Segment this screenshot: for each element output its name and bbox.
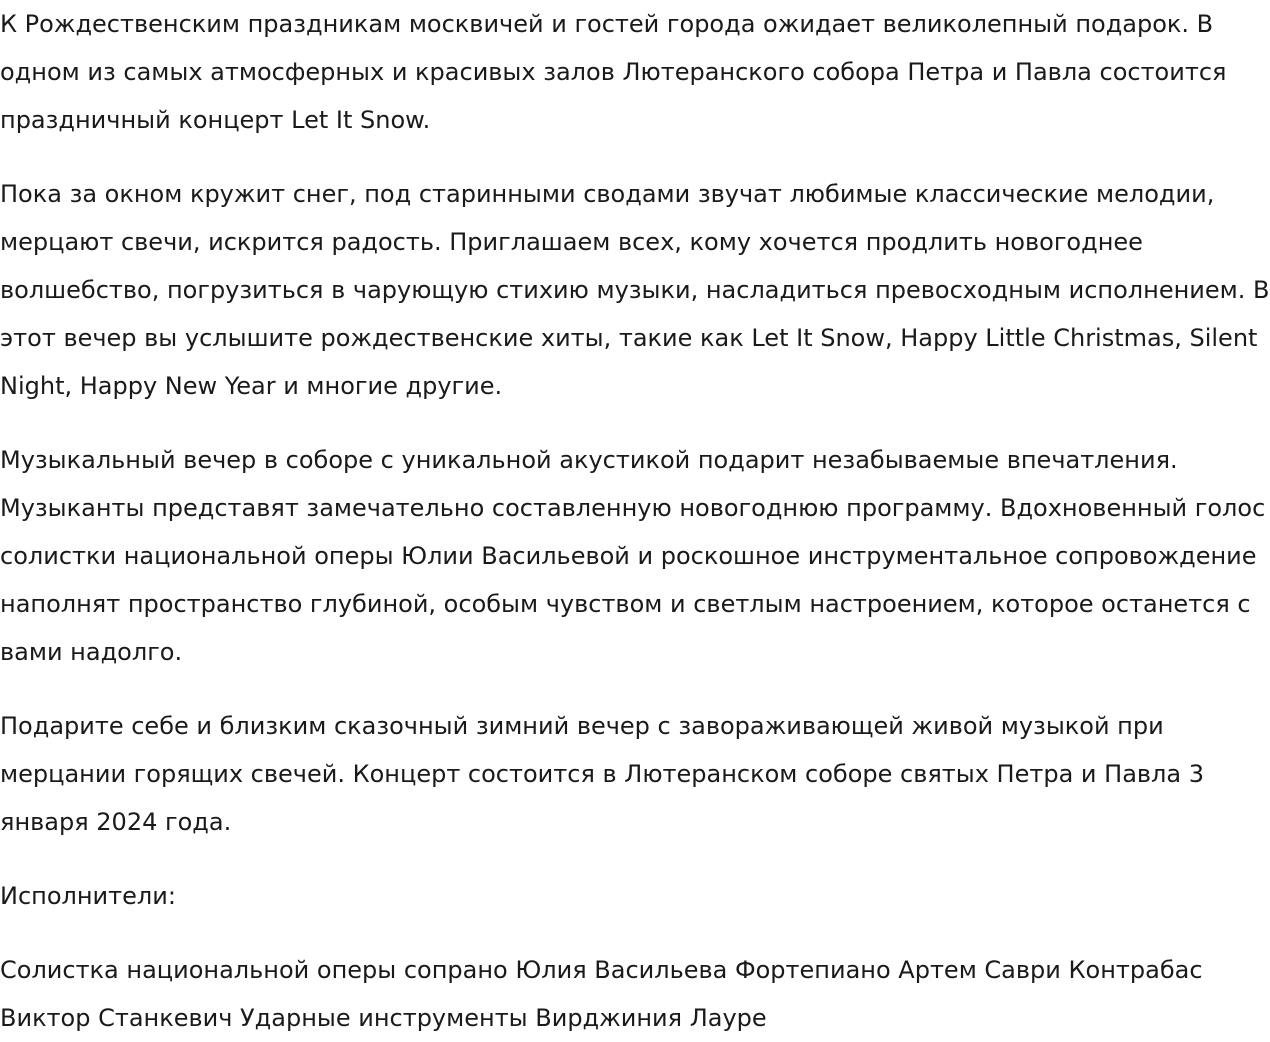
performers-heading: Исполнители:	[0, 882, 176, 910]
date-paragraph: Подарите себе и близким сказочный зимний вечер с завораживающей живой музыкой при мерцании горящих свечей. Концерт состоится в Лютеранском соборе святых Петра и Павла 3 января 2024 года.	[0, 712, 1204, 836]
program-paragraph: Пока за окном кружит снег, под старинными сводами звучат любимые классические мелодии, мерцают свечи, искрится радость. Приглашаем всех, кому хочется продлить новогоднее волшебство, погрузиться в чарующую стихию музыки, насладиться превосходным исполнением. В этот вечер вы услышите рождественские хиты, такие как Let It Snow, Happy Little Christmas, Silent Night, Happy New Year и многие другие.	[0, 180, 1270, 400]
performers-list: Солистка национальной оперы сопрано Юлия Васильева Фортепиано Артем Саври Контрабас Виктор Станкевич Ударные инструменты Вирджиния Лауре	[0, 956, 1203, 1032]
intro-paragraph: К Рождественским праздникам москвичей и гостей города ожидает великолепный подарок. В одном из самых атмосферных и красивых залов Лютеранского собора Петра и Павла состоится праздничный концерт Let It Snow.	[0, 10, 1227, 134]
venue-paragraph: Музыкальный вечер в соборе с уникальной акустикой подарит незабываемые впечатления. Музыканты представят замечательно составленную новогоднюю программу. Вдохновенный голос солистки национальной оперы Юлии Васильевой и роскошное инструментальное сопровождение наполнят пространство глубиной, особым чувством и светлым настроением, которое останется с вами надолго.	[0, 446, 1266, 666]
